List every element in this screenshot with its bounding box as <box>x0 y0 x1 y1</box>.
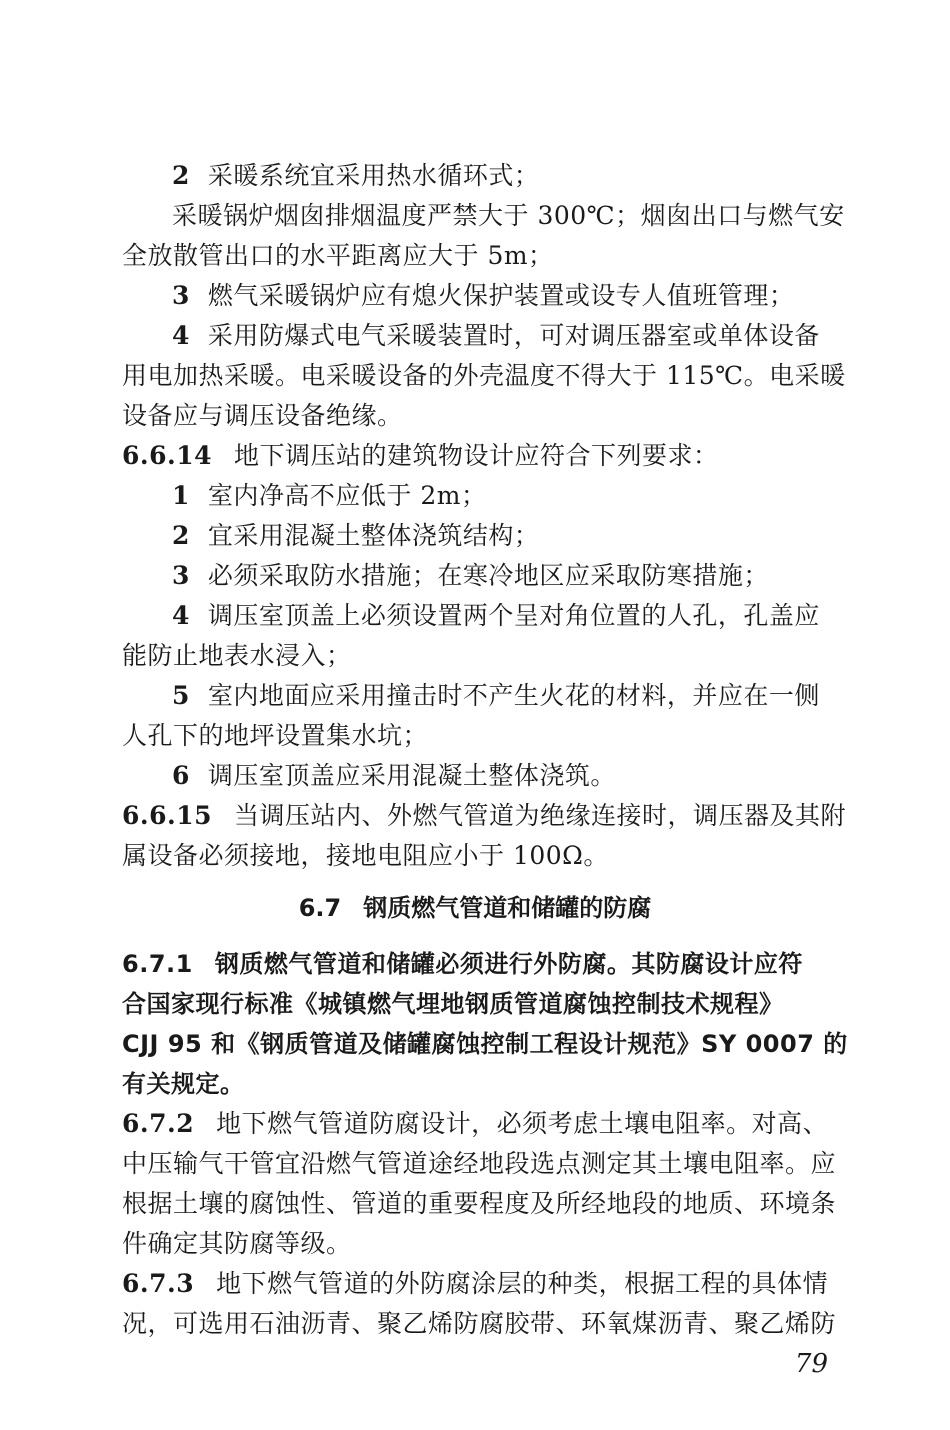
clause-number: 6.7.2 <box>122 1109 195 1138</box>
clause-6-7-2 <box>122 1104 846 1144</box>
paragraph-line: 能防止地表水浸入； <box>122 641 352 670</box>
clause-6-7-3 <box>122 1264 846 1304</box>
item-number: 4 <box>172 321 190 350</box>
item-number: 6 <box>172 761 190 790</box>
paragraph-line: 属设备必须接地，接地电阻应小于 100Ω。 <box>122 841 609 870</box>
section-number: 6.7 <box>298 894 342 922</box>
item-number: 3 <box>172 281 190 310</box>
item-text: 采暖系统宜采用热水循环式； <box>207 161 540 190</box>
list-item <box>172 676 846 716</box>
item-text: 室内净高不应低于 2m； <box>207 481 487 510</box>
clause-number: 6.7.3 <box>122 1269 195 1298</box>
paragraph-line: 用电加热采暖。电采暖设备的外壳温度不得大于 115℃。电采暖 <box>122 361 846 390</box>
paragraph-line: 全放散管出口的水平距离应大于 5m； <box>122 241 554 270</box>
paragraph-line: 人孔下的地坪设置集水坑； <box>122 721 429 750</box>
clause-6-6-14 <box>122 436 846 476</box>
list-item <box>172 316 846 356</box>
list-item <box>172 476 846 516</box>
list-item <box>172 156 846 196</box>
item-number: 2 <box>172 521 190 550</box>
item-text: 必须采取防水措施；在寒冷地区应采取防寒措施； <box>207 561 769 590</box>
clause-text: 当调压站内、外燃气管道为绝缘连接时，调压器及其附 <box>234 801 847 830</box>
item-number: 2 <box>172 161 190 190</box>
clause-6-6-15 <box>122 796 846 836</box>
item-number: 4 <box>172 601 190 630</box>
item-text: 室内地面应采用撞击时不产生火花的材料，并应在一侧 <box>207 681 820 710</box>
item-number: 1 <box>172 481 190 510</box>
item-number: 5 <box>172 681 190 710</box>
paragraph-line: 设备应与调压设备绝缘。 <box>122 401 403 430</box>
paragraph-line: 件确定其防腐等级。 <box>122 1229 352 1258</box>
clause-number: 6.6.14 <box>122 441 212 470</box>
paragraph-line: 有关规定。 <box>122 1070 245 1098</box>
paragraph-line: 中压输气干管宜沿燃气管道途经地段选点测定其土壤电阻率。应 <box>122 1149 837 1178</box>
list-item <box>172 276 846 316</box>
clause-number: 6.7.1 <box>122 950 193 978</box>
paragraph-line: 根据土壤的腐蚀性、管道的重要程度及所经地段的地质、环境条 <box>122 1189 837 1218</box>
clause-text: 地下燃气管道防腐设计，必须考虑土壤电阻率。对高、 <box>216 1109 829 1138</box>
item-number: 3 <box>172 561 190 590</box>
paragraph-line: 采暖锅炉烟囱排烟温度严禁大于 300℃；烟囱出口与燃气安 <box>172 201 845 230</box>
item-text: 燃气采暖锅炉应有熄火保护装置或设专人值班管理； <box>207 281 795 310</box>
item-text: 宜采用混凝土整体浇筑结构； <box>207 521 540 550</box>
list-item <box>172 556 846 596</box>
clause-text: 钢质燃气管道和储罐必须进行外防腐。其防腐设计应符 <box>214 950 803 978</box>
clause-text: 地下调压站的建筑物设计应符合下列要求： <box>234 441 719 470</box>
clause-6-7-1 <box>122 944 846 984</box>
list-item <box>172 596 846 636</box>
list-item <box>172 756 846 796</box>
item-text: 调压室顶盖应采用混凝土整体浇筑。 <box>207 761 616 790</box>
paragraph-line: 合国家现行标准《城镇燃气埋地钢质管道腐蚀控制技术规程》 <box>122 990 784 1018</box>
item-text: 调压室顶盖上必须设置两个呈对角位置的人孔，孔盖应 <box>207 601 820 630</box>
clause-number: 6.6.15 <box>122 801 212 830</box>
section-title <box>0 888 950 928</box>
section-heading: 钢质燃气管道和储罐的防腐 <box>363 894 652 922</box>
clause-text: 地下燃气管道的外防腐涂层的种类，根据工程的具体情 <box>216 1269 829 1298</box>
item-text: 采用防爆式电气采暖装置时，可对调压器室或单体设备 <box>207 321 820 350</box>
page-number: 79 <box>794 1349 828 1379</box>
list-item <box>172 516 846 556</box>
paragraph-line: CJJ 95 和《钢质管道及储罐腐蚀控制工程设计规范》SY 0007 的 <box>122 1030 848 1058</box>
paragraph-line: 况，可选用石油沥青、聚乙烯防腐胶带、环氧煤沥青、聚乙烯防 <box>122 1309 837 1338</box>
